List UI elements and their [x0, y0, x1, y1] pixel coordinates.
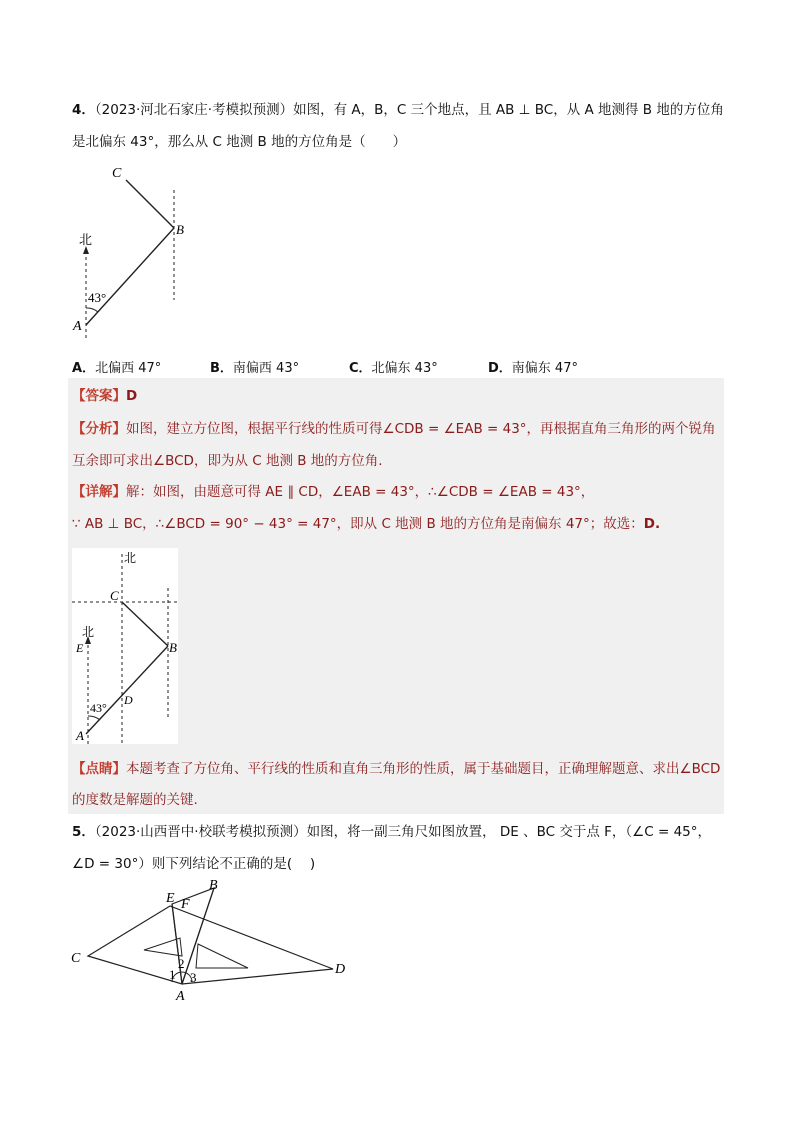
- option-d[interactable]: D．南偏东 47°: [488, 361, 578, 376]
- q5-stem-part1: 如图，将一副三角尺如图放置， DE 、BC 交于点 F，（∠C = 45°，: [306, 824, 712, 840]
- detail-line-2: ∵ AB ⊥ BC，∴∠BCD = 90° − 43° = 47°，即从 C 地测 B 地的方位角是南偏东 47°；故选：D.: [72, 516, 661, 532]
- label-b: B: [176, 222, 184, 237]
- analysis-line-1: 【分析】如图，建立方位图，根据平行线的性质可得∠CDB = ∠EAB = 43°，再根据直角三角形的两个锐角: [72, 421, 716, 437]
- label-angle-43: 43°: [90, 701, 107, 715]
- answer-value: D: [126, 388, 138, 404]
- option-a[interactable]: A．北偏西 47°: [72, 361, 162, 376]
- q4-stem-part1: 如图，有 A，B，C 三个地点，且 AB ⊥ BC，从 A 地测得 B 地的方位角: [293, 102, 724, 118]
- north-arrow-icon: [83, 246, 89, 254]
- label-f: F: [181, 897, 190, 912]
- triangle-acd-outer: [88, 906, 333, 984]
- label-b: B: [169, 640, 177, 655]
- label-a: A: [76, 728, 84, 743]
- label-north-left: 北: [82, 625, 95, 639]
- label-e: E: [166, 891, 175, 906]
- segment-cb: [122, 602, 168, 646]
- detail-tag: 【详解】: [72, 484, 126, 500]
- q5-line-2: ∠D = 30°）则下列结论不正确的是( ): [72, 856, 316, 872]
- answer-tag: 【答案】: [72, 388, 126, 404]
- label-angle-1: 1: [169, 967, 176, 982]
- label-c: C: [112, 166, 122, 181]
- segment-ab: [86, 228, 174, 325]
- q5-figure: [68, 876, 358, 1006]
- q5-number: 5．: [72, 824, 95, 840]
- segment-cb: [126, 180, 174, 228]
- label-b: B: [209, 878, 218, 893]
- label-a: A: [73, 319, 82, 334]
- comment-tag: 【点睛】: [72, 761, 126, 777]
- label-d: D: [124, 693, 133, 707]
- comment-line-2: 的度数是解题的关键.: [72, 792, 198, 808]
- solution-panel: [68, 378, 724, 814]
- segment-ab: [86, 646, 168, 734]
- comment-line-1: 【点睛】本题考查了方位角、平行线的性质和直角三角形的性质，属于基础题目，正确理解题意、求出∠BCD: [72, 761, 721, 777]
- analysis-line-2: 互余即可求出∠BCD，即为从 C 地测 B 地的方位角.: [72, 453, 383, 469]
- angle-arc-a: [88, 716, 100, 720]
- label-a: A: [176, 989, 185, 1004]
- label-north-top: 北: [124, 551, 137, 565]
- q5-source: （2023·山西晋中·校联考模拟预测）: [94, 824, 307, 840]
- option-c[interactable]: C．北偏东 43°: [349, 361, 438, 376]
- label-north: 北: [79, 232, 93, 247]
- q4-line-1: [72, 100, 724, 120]
- triangle-abe-inner: [196, 944, 248, 968]
- q4-source: （2023·河北石家庄·考模拟预测）: [94, 102, 294, 118]
- option-b[interactable]: B．南偏西 43°: [210, 361, 300, 376]
- detail-line-1: 【详解】解：如图，由题意可得 AE ∥ CD，∠EAB = 43°，∴∠CDB = ∠EAB = 43°，: [72, 484, 595, 500]
- label-angle-43: 43°: [88, 290, 107, 305]
- analysis-tag: 【分析】: [72, 421, 126, 437]
- detail-choice: D.: [643, 516, 661, 532]
- label-angle-3: 3: [190, 970, 197, 985]
- label-angle-2: 2: [178, 956, 185, 971]
- q4-figure: [68, 160, 218, 340]
- solution-figure: [72, 548, 178, 744]
- label-c: C: [71, 951, 81, 966]
- q5-line-1: [72, 822, 711, 842]
- label-d: D: [335, 962, 346, 977]
- q4-line-2: 是北偏东 43°，那么从 C 地测 B 地的方位角是（ ）: [72, 134, 407, 150]
- angle-arc-a: [86, 308, 98, 312]
- answer-line: [72, 386, 137, 406]
- label-e: E: [76, 641, 84, 655]
- q4-number: 4．: [72, 102, 95, 118]
- label-c: C: [110, 588, 119, 603]
